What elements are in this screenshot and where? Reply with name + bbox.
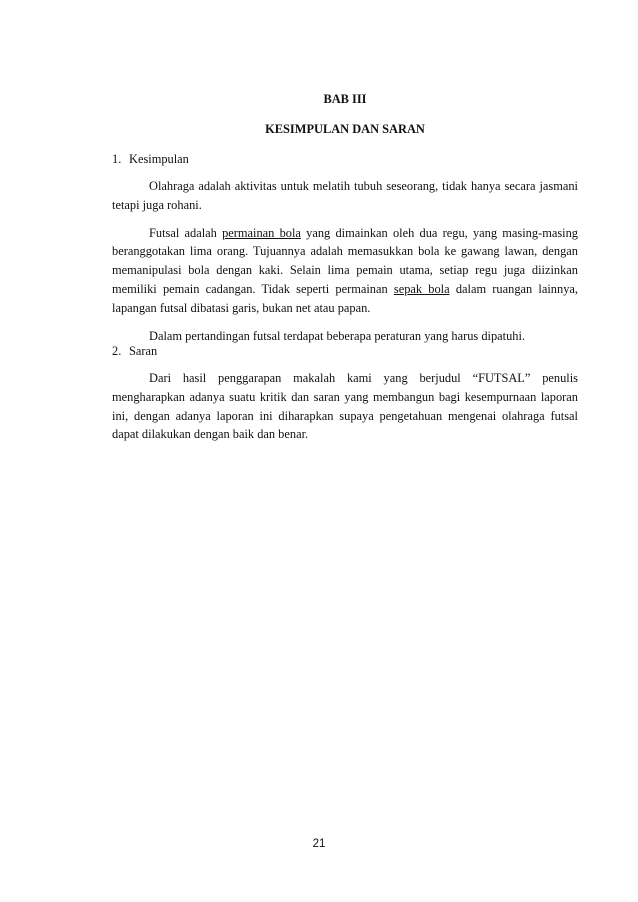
page-number: 21 <box>312 838 326 850</box>
chapter-number: BAB III <box>323 92 367 106</box>
paragraph-text: Futsal adalah <box>149 225 223 240</box>
paragraph-saran: Dari hasil penggarapan makalah kami yang berjudul “FUTSAL” penulis mengharapkan adanya suatu kritik dan saran yang membangun bagi kesempurnaan laporan ini, dengan adanya laporan ini diharapkan supaya pengetahuan mengenai olahraga futsal dapat dilakukan dengan baik dan benar. <box>112 371 578 442</box>
paragraph-futsal <box>112 224 578 318</box>
section-heading-saran <box>112 343 578 359</box>
section-saran <box>112 343 578 444</box>
section-number: 2. <box>112 344 122 358</box>
section-number: 1. <box>112 152 122 166</box>
section-title: Saran <box>129 344 158 358</box>
link-permainan-bola[interactable]: permainan bola <box>222 225 301 240</box>
paragraph-olahraga: Olahraga adalah aktivitas untuk melatih tubuh seseorang, tidak hanya secara jasmani tetapi juga rohani. <box>112 179 578 212</box>
section-kesimpulan <box>112 151 578 345</box>
paragraph-text: yang dimainkan oleh dua regu, yang masing-masing beranggotakan lima orang. Tujuannya adalah memasukkan bola ke gawang lawan, dengan memanipulasi bola dengan kaki. Selain lima pemain utama, setiap regu juga diizinkan memiliki pemain cadangan. Tidak seperti permainan <box>112 225 578 296</box>
paragraph-peraturan: Dalam pertandingan futsal terdapat beberapa peraturan yang harus dipatuhi. <box>149 328 526 343</box>
section-heading-kesimpulan <box>112 151 578 167</box>
chapter-title: KESIMPULAN DAN SARAN <box>265 122 425 136</box>
paragraph-text: dalam ruangan lainnya, lapangan futsal dibatasi garis, bukan net atau papan. <box>112 281 578 315</box>
section-title: Kesimpulan <box>129 152 189 166</box>
link-sepak-bola[interactable]: sepak bola <box>393 281 450 296</box>
